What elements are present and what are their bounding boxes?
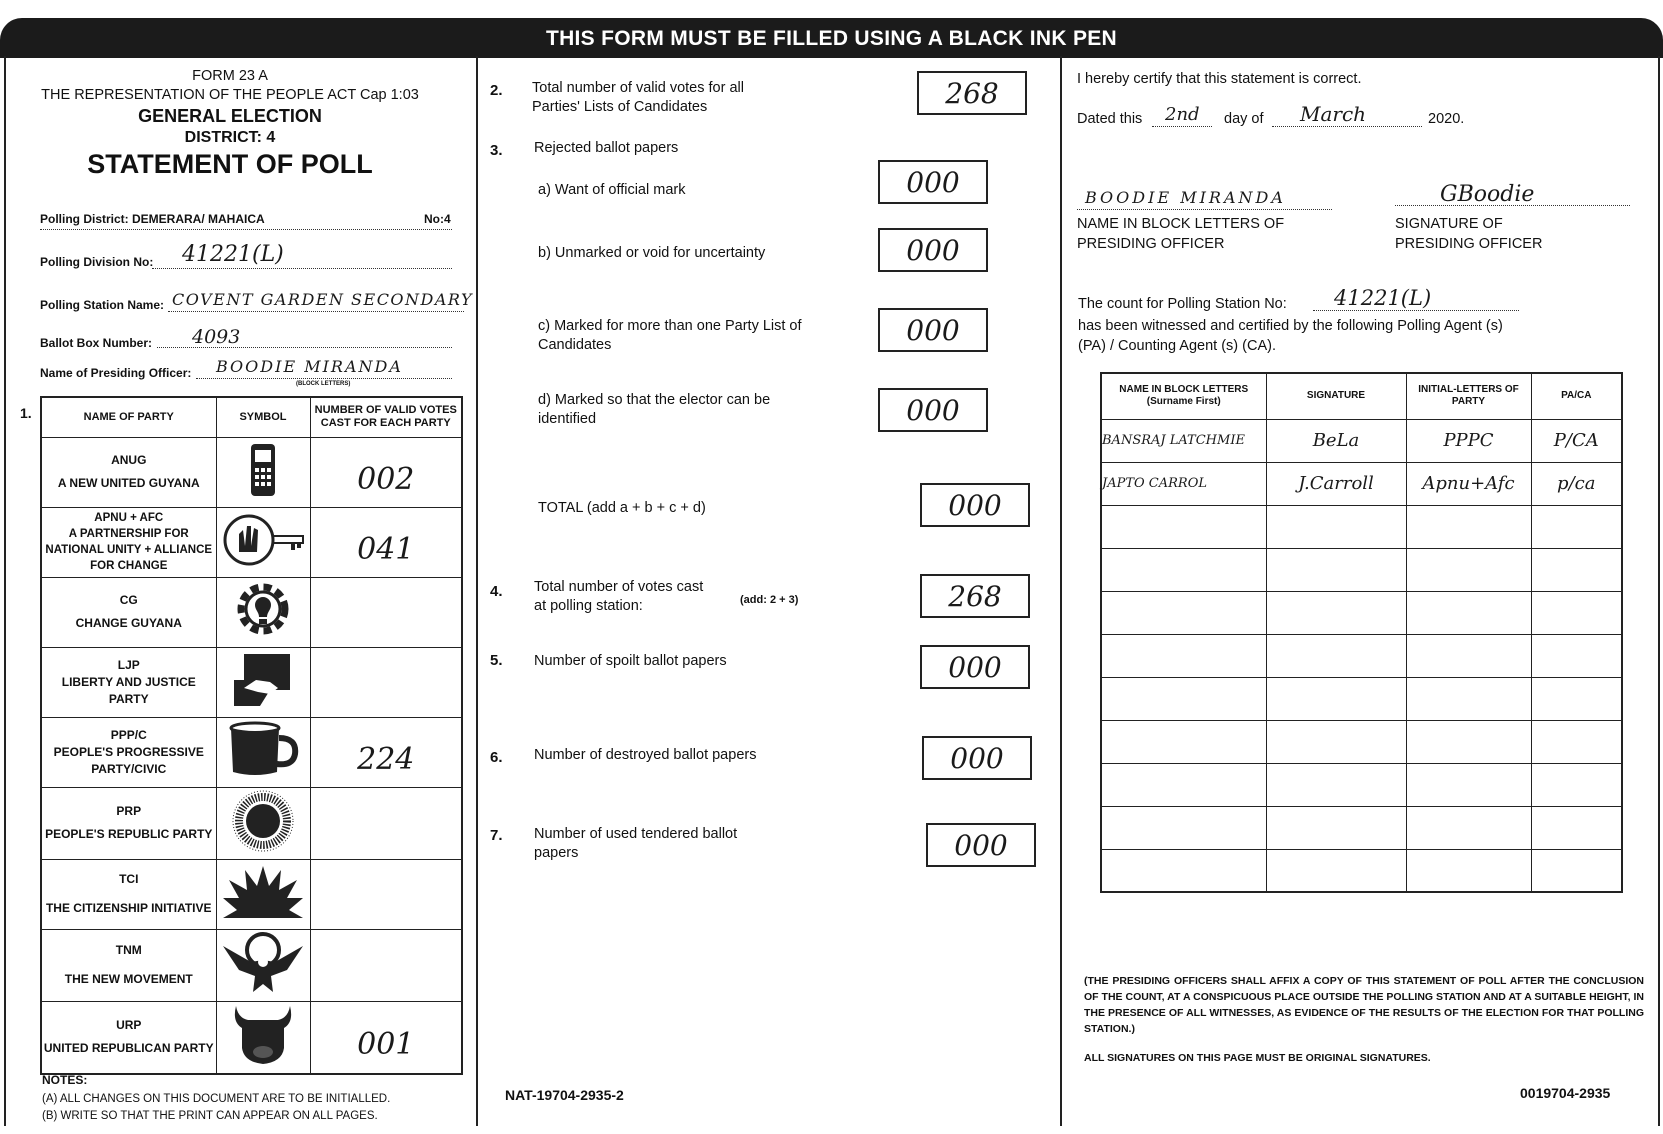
column-divider-right [1060, 56, 1062, 1126]
party-cell [41, 717, 216, 787]
item-3c-value: 000 [878, 308, 988, 352]
dotted-line [1395, 205, 1630, 206]
notes-title: NOTES: [42, 1073, 88, 1087]
item-4-value: 268 [920, 574, 1030, 618]
table-row [41, 647, 462, 717]
table-row [1101, 548, 1622, 591]
agent-role [1531, 634, 1622, 677]
party-name: LIBERTY AND JUSTICE PARTY [61, 674, 196, 706]
votes-cell: 224 [310, 717, 462, 787]
count-text: has been witnessed and certified by the following Polling Agent (s) (PA) / Counting Agent (s) (CA). [1078, 318, 1503, 354]
party-cell [41, 859, 216, 929]
party-abbr: PRP [116, 804, 142, 818]
dotted-line [152, 268, 452, 269]
agent-name [1101, 591, 1266, 634]
symbol-cell [216, 437, 310, 507]
table-row [1101, 462, 1622, 505]
dotted-line [1152, 126, 1212, 127]
party-abbr: PPP/C [110, 727, 147, 742]
item-3-text: Rejected ballot papers [534, 140, 679, 156]
item-3d-value: 000 [878, 388, 988, 432]
agent-party [1406, 849, 1531, 892]
table-row [41, 717, 462, 787]
agent-party [1406, 548, 1531, 591]
agent-role [1531, 591, 1622, 634]
form-number: FORM 23 A [192, 68, 268, 84]
item-5-text: Number of spoilt ballot papers [534, 653, 727, 669]
station-name-value: COVENT GARDEN SECONDARY [172, 290, 474, 309]
party-abbr: TCI [119, 872, 139, 886]
item-3b-text: b) Unmarked or void for uncertainty [538, 245, 766, 261]
agent-role [1531, 763, 1622, 806]
party-abbr: ANUG [111, 453, 147, 467]
sun-icon [230, 788, 296, 854]
officer-name-label: NAME IN BLOCK LETTERS OF PRESIDING OFFICER [1077, 216, 1285, 252]
lotus-icon [221, 862, 305, 922]
party-cell [41, 577, 216, 647]
agent-party [1406, 763, 1531, 806]
symbol-cell [216, 577, 310, 647]
block-letters-note: (BLOCK LETTERS) [296, 381, 351, 387]
agents-table [1100, 372, 1623, 893]
table-row [1101, 677, 1622, 720]
dated-label: Dated this [1077, 111, 1143, 127]
signatures-note: ALL SIGNATURES ON THIS PAGE MUST BE ORIGINAL SIGNATURES. [1084, 1052, 1431, 1064]
table-row [41, 929, 462, 1001]
table-row [41, 507, 462, 577]
count-value: 41221(L) [1334, 286, 1432, 310]
agent-role: p/ca [1531, 462, 1622, 505]
dotted-line [1313, 310, 1519, 311]
column-header: INITIAL-LETTERS OF PARTY [1406, 373, 1531, 419]
column-header: SYMBOL [216, 397, 310, 437]
agent-party: Apnu+Afc [1406, 462, 1531, 505]
table-row [41, 1001, 462, 1074]
officer-signature-label: SIGNATURE OF PRESIDING OFFICER [1395, 216, 1543, 252]
agent-signature [1266, 505, 1406, 548]
table-row [1101, 634, 1622, 677]
item-3c-text: c) Marked for more than one Party List of Candidates [538, 318, 802, 353]
agent-party [1406, 677, 1531, 720]
agent-name: JAPTO CARROL [1101, 462, 1266, 505]
agent-name [1101, 806, 1266, 849]
item-3a-value: 000 [878, 160, 988, 204]
total-value: 000 [920, 483, 1030, 527]
party-name: THE NEW MOVEMENT [64, 972, 193, 986]
footer-note: (THE PRESIDING OFFICERS SHALL AFFIX A COPY OF THIS STATEMENT OF POLL AFTER THE CONCLUSION OF THE COUNT, AT A CONSPICUOUS PLACE OUTSIDE THE POLLING STATION AND AT A SUITABLE HEIGHT, IN THE PRESENCE OF ALL WITNESSES, AS EVIDENCE OF THE RESULTS OF THE ELECTION FOR THAT POLLING STATION.) [1084, 975, 1644, 1035]
agent-party [1406, 634, 1531, 677]
dated-year: 2020. [1428, 111, 1465, 127]
presiding-officer-label: Name of Presiding Officer: [40, 366, 192, 380]
party-abbr: APNU + AFC [94, 512, 164, 524]
middle-serial: NAT-19704-2935-2 [505, 1087, 624, 1103]
table-row [41, 437, 462, 507]
item-7-value: 000 [926, 823, 1036, 867]
agent-party [1406, 591, 1531, 634]
agent-role [1531, 720, 1622, 763]
dotted-line [168, 311, 464, 312]
agent-signature [1266, 677, 1406, 720]
votes-cell: 002 [310, 437, 462, 507]
ballot-box-label: Ballot Box Number: [40, 336, 153, 350]
agent-signature [1266, 806, 1406, 849]
agent-name [1101, 849, 1266, 892]
agent-signature: J.Carroll [1266, 462, 1406, 505]
table-row [1101, 591, 1622, 634]
votes-cell: 001 [310, 1001, 462, 1074]
agent-name [1101, 548, 1266, 591]
party-cell [41, 507, 216, 577]
eagle-icon [221, 930, 305, 996]
dated-day: 2nd [1165, 104, 1200, 125]
agent-party: PPPC [1406, 419, 1531, 462]
party-abbr: URP [116, 1018, 142, 1032]
page-title: STATEMENT OF POLL [87, 149, 373, 179]
dated-month: March [1300, 102, 1367, 126]
item-4-number: 4. [490, 583, 503, 600]
agent-signature [1266, 634, 1406, 677]
votes-cell [310, 929, 462, 1001]
left-border [4, 56, 6, 1126]
item-5-number: 5. [490, 652, 503, 669]
officer-signature: GBoodie [1440, 182, 1535, 207]
agent-party [1406, 505, 1531, 548]
officer-name-value: BOODIE MIRANDA [1085, 188, 1286, 207]
item-4-text: Total number of votes cast at polling station: [534, 579, 704, 614]
votes-cell [310, 787, 462, 859]
polling-division-label: Polling Division No: [40, 255, 154, 269]
item-3-number: 3. [490, 142, 503, 159]
item-number: 1. [20, 405, 32, 421]
item-5-value: 000 [920, 645, 1030, 689]
agent-name [1101, 505, 1266, 548]
agent-role: P/CA [1531, 419, 1622, 462]
phone-icon [245, 440, 281, 500]
agent-name [1101, 763, 1266, 806]
note-b: (B) WRITE SO THAT THE PRINT CAN APPEAR ON ALL PAGES. [42, 1110, 378, 1122]
symbol-cell [216, 859, 310, 929]
votes-cell [310, 577, 462, 647]
table-row [1101, 849, 1622, 892]
polling-district-label: Polling District: DEMERARA/ MAHAICA [40, 212, 265, 226]
table-header-row [1101, 373, 1622, 419]
symbol-cell [216, 787, 310, 859]
party-name: PEOPLE'S PROGRESSIVE PARTY/CIVIC [53, 744, 204, 776]
votes-cell: 041 [310, 507, 462, 577]
item-2-text: Total number of valid votes for all Parties' Lists of Candidates [532, 80, 744, 115]
party-abbr: CG [119, 593, 138, 607]
table-row [1101, 720, 1622, 763]
gear-bulb-icon [233, 579, 293, 641]
table-header-row [41, 397, 462, 437]
polling-district-no: No:4 [424, 212, 451, 226]
item-3b-value: 000 [878, 228, 988, 272]
agent-name: BANSRAJ LATCHMIE [1101, 419, 1266, 462]
column-header: NUMBER OF VALID VOTES CAST FOR EACH PARTY [310, 397, 462, 437]
agent-role [1531, 849, 1622, 892]
count-label: The count for Polling Station No: [1078, 296, 1287, 312]
party-votes-table [40, 396, 463, 1075]
column-header: PA/CA [1531, 373, 1622, 419]
hand-key-icon [221, 512, 305, 568]
agent-name [1101, 677, 1266, 720]
agent-signature [1266, 849, 1406, 892]
item-7-text: Number of used tendered ballot papers [534, 826, 738, 861]
dotted-line [1272, 126, 1422, 127]
day-of-label: day of [1224, 111, 1264, 127]
table-row [1101, 505, 1622, 548]
agent-role [1531, 505, 1622, 548]
party-name: CHANGE GUYANA [75, 616, 182, 630]
note-a: (A) ALL CHANGES ON THIS DOCUMENT ARE TO BE INITIALLED. [42, 1093, 391, 1105]
column-header: NAME OF PARTY [41, 397, 216, 437]
party-cell [41, 647, 216, 717]
table-row [41, 859, 462, 929]
symbol-cell [216, 507, 310, 577]
station-name-label: Polling Station Name: [40, 298, 165, 312]
agent-signature [1266, 763, 1406, 806]
party-abbr: LJP [117, 657, 140, 672]
dotted-line [1077, 209, 1332, 210]
agent-signature [1266, 720, 1406, 763]
agent-name [1101, 634, 1266, 677]
symbol-cell [216, 647, 310, 717]
column-header: SIGNATURE [1266, 373, 1406, 419]
symbol-cell [216, 1001, 310, 1074]
table-row [1101, 763, 1622, 806]
party-name: A NEW UNITED GUYANA [57, 476, 200, 490]
party-cell [41, 437, 216, 507]
polling-division-value: 41221(L) [182, 242, 284, 267]
party-name: A PARTNERSHIP FOR NATIONAL UNITY + ALLIANCE FOR CHANGE [45, 528, 213, 572]
presiding-officer-value: BOODIE MIRANDA [216, 357, 403, 376]
party-cell [41, 1001, 216, 1074]
agent-party [1406, 806, 1531, 849]
votes-cell [310, 859, 462, 929]
votes-cell [310, 647, 462, 717]
agent-name [1101, 720, 1266, 763]
party-abbr: TNM [115, 943, 142, 957]
agent-role [1531, 806, 1622, 849]
dotted-line [196, 378, 452, 379]
table-row [1101, 419, 1622, 462]
item-7-number: 7. [490, 827, 503, 844]
bull-icon [228, 1002, 298, 1068]
item-3d-text: d) Marked so that the elector can be identified [538, 392, 771, 427]
act-title: THE REPRESENTATION OF THE PEOPLE ACT Cap 1:03 [41, 87, 419, 103]
party-cell [41, 929, 216, 1001]
symbol-cell [216, 929, 310, 1001]
party-name: UNITED REPUBLICAN PARTY [43, 1041, 214, 1055]
column-divider-left [476, 56, 478, 1126]
certify-text: I hereby certify that this statement is correct. [1077, 71, 1362, 87]
table-row [41, 577, 462, 647]
party-name: PEOPLE'S REPUBLIC PARTY [45, 827, 213, 841]
election-title: GENERAL ELECTION [138, 106, 322, 126]
agent-signature [1266, 548, 1406, 591]
total-text: TOTAL (add a + b + c + d) [538, 500, 706, 516]
agent-signature [1266, 591, 1406, 634]
form-header [30, 68, 430, 180]
right-border [1658, 56, 1660, 1126]
item-6-value: 000 [922, 736, 1032, 780]
agent-party [1406, 720, 1531, 763]
dotted-line [40, 229, 452, 230]
party-name: THE CITIZENSHIP INITIATIVE [45, 901, 212, 915]
table-row [41, 787, 462, 859]
item-2-number: 2. [490, 82, 503, 99]
column-header: NAME IN BLOCK LETTERS (Surname First) [1101, 373, 1266, 419]
table-row [1101, 806, 1622, 849]
item-4-note: (add: 2 + 3) [740, 594, 799, 606]
party-cell [41, 787, 216, 859]
right-serial: 0019704-2935 [1520, 1085, 1611, 1101]
form-banner: THIS FORM MUST BE FILLED USING A BLACK INK PEN [0, 18, 1663, 58]
item-6-number: 6. [490, 749, 503, 766]
cup-icon [225, 720, 301, 780]
symbol-cell [216, 717, 310, 787]
item-3a-text: a) Want of official mark [538, 182, 686, 198]
agent-signature: BeLa [1266, 419, 1406, 462]
item-6-text: Number of destroyed ballot papers [534, 747, 757, 763]
handshake-icon [230, 650, 296, 710]
district-title: DISTRICT: 4 [184, 129, 276, 146]
ballot-box-value: 4093 [192, 326, 241, 348]
item-2-value: 268 [917, 71, 1027, 115]
agent-role [1531, 548, 1622, 591]
agent-role [1531, 677, 1622, 720]
